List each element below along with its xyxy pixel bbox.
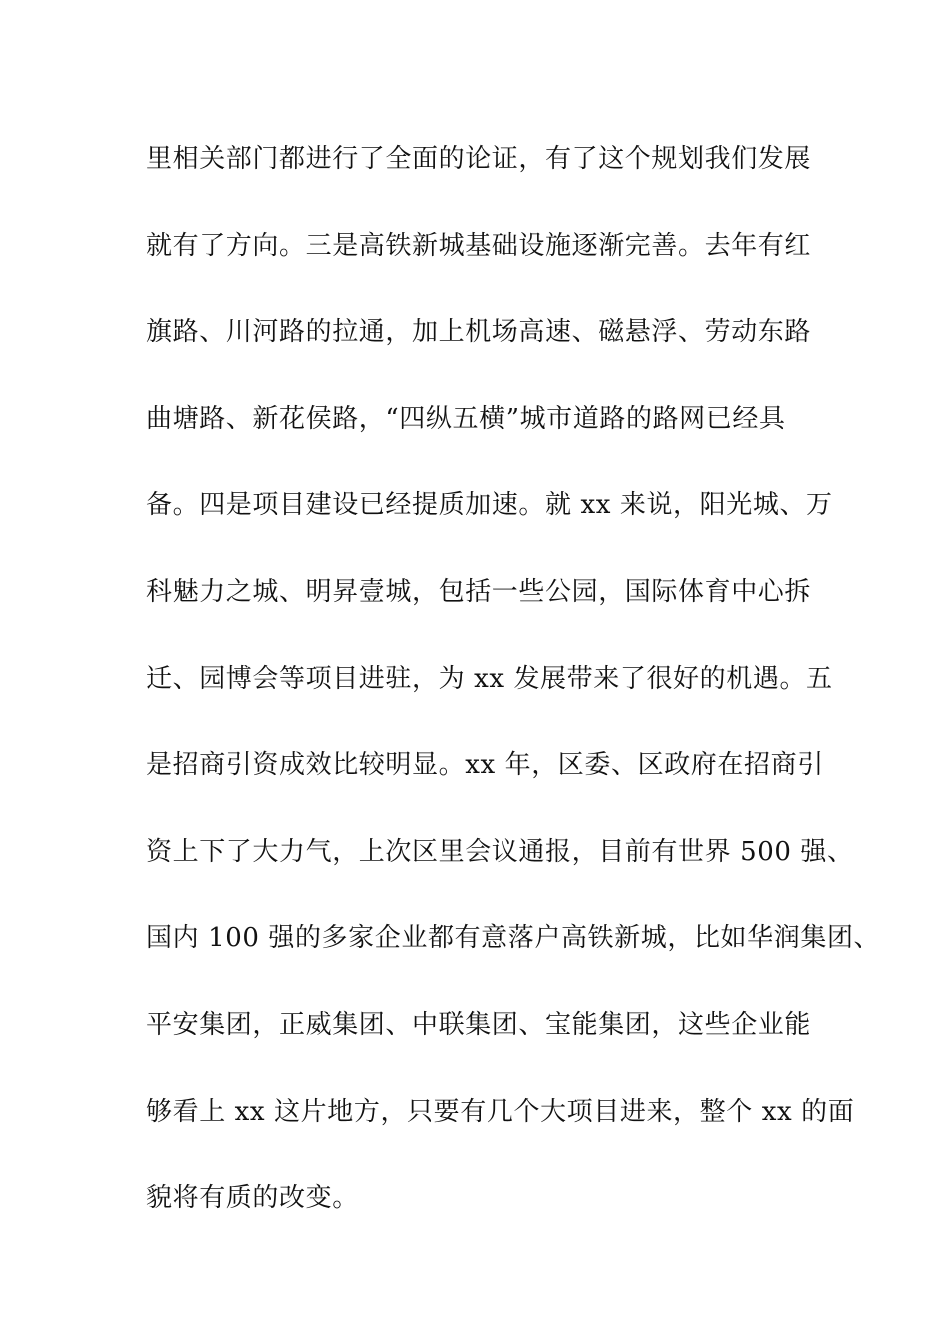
text-line: 备。四是项目建设已经提质加速。就 xx 来说，阳光城、万: [146, 490, 833, 521]
text-line: 就有了方向。三是高铁新城基础设施逐渐完善。去年有红: [146, 230, 812, 261]
body-text: [146, 138, 881, 1264]
text-line: 迁、园博会等项目进驻，为 xx 发展带来了很好的机遇。五: [146, 663, 833, 694]
text-line: 平安集团，正威集团、中联集团、宝能集团，这些企业能: [146, 1009, 812, 1040]
text-line: 貌将有质的改变。: [146, 1183, 359, 1214]
text-line: 国内 100 强的多家企业都有意落户高铁新城，比如华润集团、: [146, 923, 881, 954]
text-line: 里相关部门都进行了全面的论证，有了这个规划我们发展: [146, 144, 812, 174]
text-line: 曲塘路、新花侯路，“四纵五横”城市道路的路网已经具: [146, 403, 786, 434]
text-line: 是招商引资成效比较明显。xx 年，区委、区政府在招商引: [146, 750, 824, 781]
text-line: 资上下了大力气，上次区里会议通报，目前有世界 500 强、: [146, 836, 854, 867]
text-line: 科魅力之城、明昇壹城，包括一些公园，国际体育中心拆: [146, 576, 812, 607]
text-line: 旗路、川河路的拉通，加上机场高速、磁悬浮、劳动东路: [146, 317, 812, 348]
text-line: 够看上 xx 这片地方，只要有几个大项目进来，整个 xx 的面: [146, 1096, 855, 1127]
